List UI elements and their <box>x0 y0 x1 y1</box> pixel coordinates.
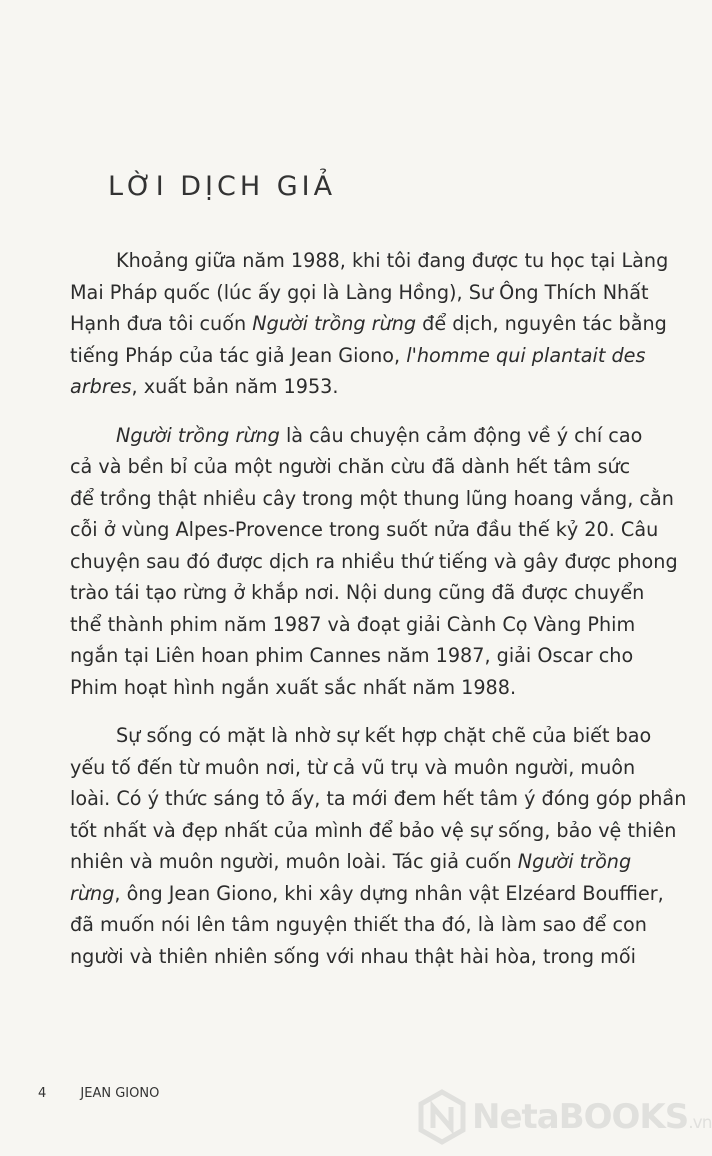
text-line <box>70 640 634 672</box>
text-run: , xuất bản năm 1953. <box>131 375 339 398</box>
italic-title: Người trồng rừng <box>116 423 280 447</box>
paragraph <box>70 420 678 704</box>
text-line <box>70 672 620 704</box>
text-run: nhiên và muôn người, muôn loài. Tác giả cuốn <box>70 850 518 873</box>
text-run: Mai Pháp quốc (lúc ấy gọi là Làng Hồng), Sư Ông Thích Nhất <box>70 280 649 304</box>
italic-title: l'homme qui plantait des <box>406 343 646 367</box>
text-run: đã muốn nói lên tâm nguyện thiết tha đó, là làm sao để con <box>70 913 647 936</box>
text-line <box>70 451 631 483</box>
paragraph <box>70 720 687 972</box>
text-run: ngắn tại Liên hoan phim Cannes năm 1987, giải Oscar cho <box>70 644 634 667</box>
text-line <box>70 577 645 609</box>
text-line <box>70 277 649 309</box>
text-run: loài. Có ý thức sáng tỏ ấy, ta mới đem hết tâm ý đóng góp phần <box>70 787 687 810</box>
text-run: tốt nhất và đẹp nhất của mình để bảo vệ sự sống, bảo vệ thiên <box>70 818 677 842</box>
text-run: Phim hoạt hình ngắn xuất sắc nhất năm 1988. <box>70 675 517 699</box>
text-line <box>70 783 687 815</box>
text-line <box>70 371 620 403</box>
text-run: chuyện sau đó được dịch ra nhiều thứ tiếng và gây được phong <box>70 549 678 573</box>
text-run: Hạnh đưa tôi cuốn <box>70 312 253 335</box>
text-run: để trồng thật nhiều cây trong một thung lũng hoang vắng, cằn <box>70 486 674 510</box>
text-run: cả và bền bỉ của một người chăn cừu đã dành hết tâm sức <box>70 455 631 478</box>
chapter-heading: LỜI DỊCH GIẢ <box>108 171 337 203</box>
text-line <box>70 878 664 910</box>
netabooks-logo-icon <box>418 1090 466 1144</box>
text-line <box>70 245 669 277</box>
text-run: thể thành phim năm 1987 và đoạt giải Cành Cọ Vàng Phim <box>70 612 636 636</box>
watermark-brand: NetaBOOKS <box>472 1097 689 1137</box>
text-run: tiếng Pháp của tác giả Jean Giono, <box>70 343 407 367</box>
text-line <box>70 909 647 941</box>
body-text <box>70 245 687 989</box>
text-run: trào tái tạo rừng ở khắp nơi. Nội dung cũng đã được chuyển <box>70 581 645 604</box>
text-run: người và thiên nhiên sống với nhau thật hài hòa, trong mối <box>70 944 636 968</box>
italic-title: Người trồng rừng <box>252 312 417 335</box>
text-run: yếu tố đến từ muôn nơi, từ cả vũ trụ và muôn người, muôn <box>70 755 636 779</box>
page-number: 4 <box>38 1086 47 1101</box>
text-line <box>70 483 674 515</box>
text-line <box>70 752 636 784</box>
text-run: Khoảng giữa năm 1988, khi tôi đang được tu học tại Làng <box>116 249 669 272</box>
text-run: , ông Jean Giono, khi xây dựng nhân vật Elzéard Bouffier, <box>114 881 664 905</box>
running-head: JEAN GIONO <box>80 1086 160 1101</box>
watermark-suffix: .vn <box>688 1113 712 1133</box>
text-run: là câu chuyện cảm động về ý chí cao <box>279 423 643 447</box>
text-line <box>70 546 678 578</box>
italic-title: arbres <box>70 375 132 398</box>
text-run: để dịch, nguyên tác bằng <box>416 312 667 335</box>
text-line <box>70 941 636 973</box>
text-line <box>70 846 632 878</box>
text-run: cỗi ở vùng Alpes-Provence trong suốt nửa đầu thế kỷ 20. Câu <box>70 518 659 541</box>
text-line <box>70 308 667 340</box>
text-line <box>70 514 659 546</box>
text-line <box>70 420 643 452</box>
paragraph <box>70 245 669 403</box>
text-line <box>70 720 652 752</box>
italic-title: Người trồng <box>517 850 632 873</box>
text-run: Sự sống có mặt là nhờ sự kết hợp chặt chẽ của biết bao <box>116 724 652 747</box>
text-line <box>70 609 636 641</box>
watermark <box>418 1089 712 1145</box>
italic-title: rừng <box>70 881 115 905</box>
text-line <box>70 340 646 372</box>
text-line <box>70 815 677 847</box>
watermark-text <box>472 1097 712 1137</box>
page-footer <box>38 1086 159 1101</box>
